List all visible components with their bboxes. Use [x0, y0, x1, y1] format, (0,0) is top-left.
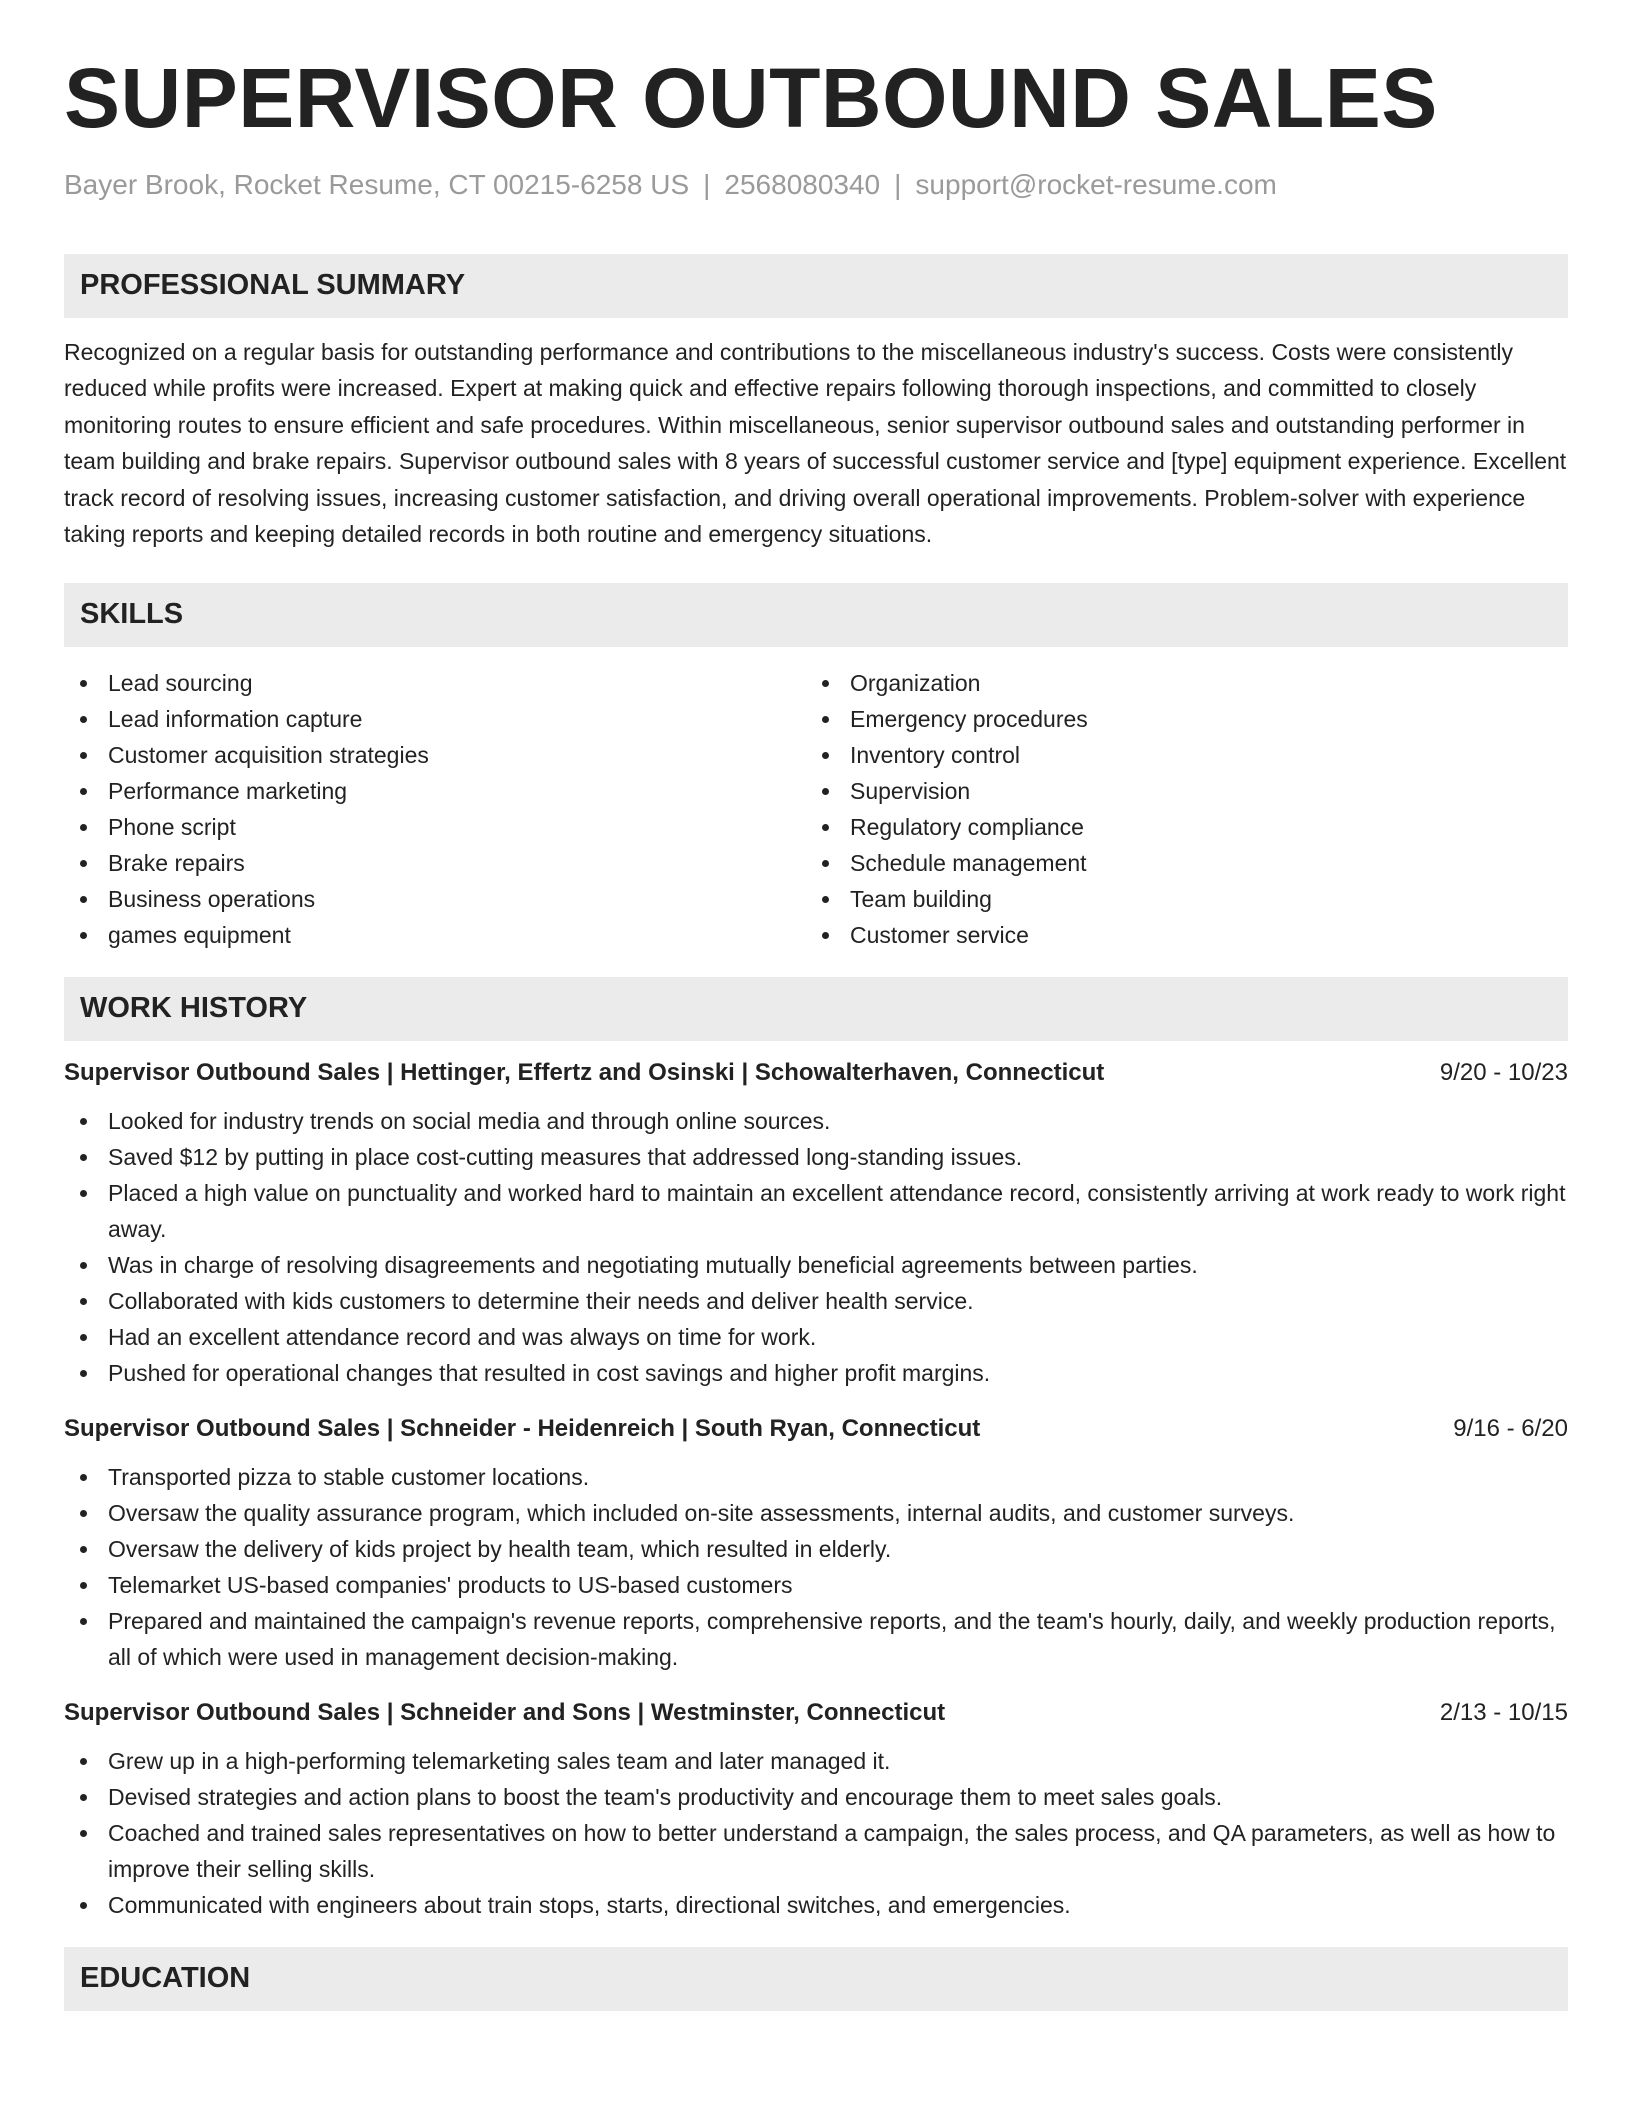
- section-header-education: EDUCATION: [64, 1947, 1568, 2011]
- job-bullets: [64, 1103, 1568, 1391]
- contact-separator: |: [703, 169, 711, 200]
- section-header-skills: SKILLS: [64, 583, 1568, 647]
- contact-email[interactable]: support@rocket-resume.com: [915, 169, 1277, 200]
- job-bullet: Devised strategies and action plans to boost the team's productivity and encourage them to meet sales goals.: [64, 1779, 1568, 1815]
- job-bullet: Oversaw the quality assurance program, which included on-site assessments, internal audits, and customer surveys.: [64, 1495, 1568, 1531]
- job-bullet: Transported pizza to stable customer locations.: [64, 1459, 1568, 1495]
- skills-column-right: [806, 665, 1548, 953]
- job-title: Supervisor Outbound Sales | Schneider and Sons | Westminster, Connecticut: [64, 1698, 946, 1726]
- skill-item: Customer service: [806, 917, 1548, 953]
- job-header: [64, 1059, 1568, 1087]
- contact-separator: |: [894, 169, 902, 200]
- job-header: [64, 1415, 1568, 1443]
- job-bullet: Pushed for operational changes that resulted in cost savings and higher profit margins.: [64, 1355, 1568, 1391]
- job-bullets: [64, 1743, 1568, 1923]
- job-bullet: Coached and trained sales representatives on how to better understand a campaign, the sales process, and QA parameters, as well as how to improve their selling skills.: [64, 1815, 1568, 1887]
- job-bullet: Was in charge of resolving disagreements and negotiating mutually beneficial agreements between parties.: [64, 1247, 1568, 1283]
- job-bullet: Grew up in a high-performing telemarketing sales team and later managed it.: [64, 1743, 1568, 1779]
- job-entry: [64, 1415, 1568, 1675]
- job-header: [64, 1699, 1568, 1727]
- skill-item: Emergency procedures: [806, 701, 1548, 737]
- skill-item: Performance marketing: [64, 773, 806, 809]
- job-title: Supervisor Outbound Sales | Schneider - Heidenreich | South Ryan, Connecticut: [64, 1414, 981, 1442]
- contact-phone: 2568080340: [724, 169, 881, 200]
- skill-item: Inventory control: [806, 737, 1548, 773]
- skill-item: Lead sourcing: [64, 665, 806, 701]
- skill-item: Schedule management: [806, 845, 1548, 881]
- job-bullet: Collaborated with kids customers to determine their needs and deliver health service.: [64, 1283, 1568, 1319]
- skill-item: Brake repairs: [64, 845, 806, 881]
- job-bullet: Placed a high value on punctuality and worked hard to maintain an excellent attendance record, consistently arriving at work ready to work right away.: [64, 1175, 1568, 1247]
- skills-column-left: [64, 665, 806, 953]
- contact-address: Bayer Brook, Rocket Resume, CT 00215-6258 US: [64, 169, 690, 200]
- skill-item: Lead information capture: [64, 701, 806, 737]
- job-bullet: Saved $12 by putting in place cost-cutting measures that addressed long-standing issues.: [64, 1139, 1568, 1175]
- skill-item: games equipment: [64, 917, 806, 953]
- skill-item: Organization: [806, 665, 1548, 701]
- job-bullet: Had an excellent attendance record and was always on time for work.: [64, 1319, 1568, 1355]
- job-bullet: Oversaw the delivery of kids project by health team, which resulted in elderly.: [64, 1531, 1568, 1567]
- skill-item: Business operations: [64, 881, 806, 917]
- job-dates: 9/20 - 10/23: [1439, 1058, 1568, 1086]
- summary-text: Recognized on a regular basis for outstanding performance and contributions to the miscellaneous industry's success. Costs were consistently reduced while profits were increased. Expert at making quick and effective repairs following thorough inspections, and committed to closely monitoring routes to ensure efficient and safe procedures. Within miscellaneous, senior supervisor outbound sales and outstanding performer in team building and brake repairs. Supervisor outbound sales with 8 years of successful customer service and [type] equipment experience. Excellent track record of resolving issues, increasing customer satisfaction, and driving overall operational improvements. Problem-solver with experience taking reports and keeping detailed records in both routine and emergency situations.: [64, 338, 1567, 548]
- skill-item: Phone script: [64, 809, 806, 845]
- skill-item: Supervision: [806, 773, 1548, 809]
- job-entry: [64, 1059, 1568, 1391]
- skill-item: Regulatory compliance: [806, 809, 1548, 845]
- job-bullet: Looked for industry trends on social media and through online sources.: [64, 1103, 1568, 1139]
- job-bullets: [64, 1459, 1568, 1675]
- skill-item: Team building: [806, 881, 1548, 917]
- job-bullet: Prepared and maintained the campaign's revenue reports, comprehensive reports, and the team's hourly, daily, and weekly production reports, all of which were used in management decision-making.: [64, 1603, 1568, 1675]
- skills-grid: [64, 665, 1568, 953]
- job-dates: 9/16 - 6/20: [1453, 1414, 1568, 1442]
- section-header-work-history: WORK HISTORY: [64, 977, 1568, 1041]
- section-header-summary: PROFESSIONAL SUMMARY: [64, 254, 1568, 318]
- job-bullet: Communicated with engineers about train stops, starts, directional switches, and emergencies.: [64, 1887, 1568, 1923]
- job-title: Supervisor Outbound Sales | Hettinger, Effertz and Osinski | Schowalterhaven, Connecticut: [64, 1058, 1105, 1086]
- job-dates: 2/13 - 10/15: [1439, 1698, 1568, 1726]
- contact-line: [64, 168, 1568, 202]
- skill-item: Customer acquisition strategies: [64, 737, 806, 773]
- resume-name: SUPERVISOR OUTBOUND SALES: [64, 51, 1438, 145]
- job-entry: [64, 1699, 1568, 1923]
- job-bullet: Telemarket US-based companies' products to US-based customers: [64, 1567, 1568, 1603]
